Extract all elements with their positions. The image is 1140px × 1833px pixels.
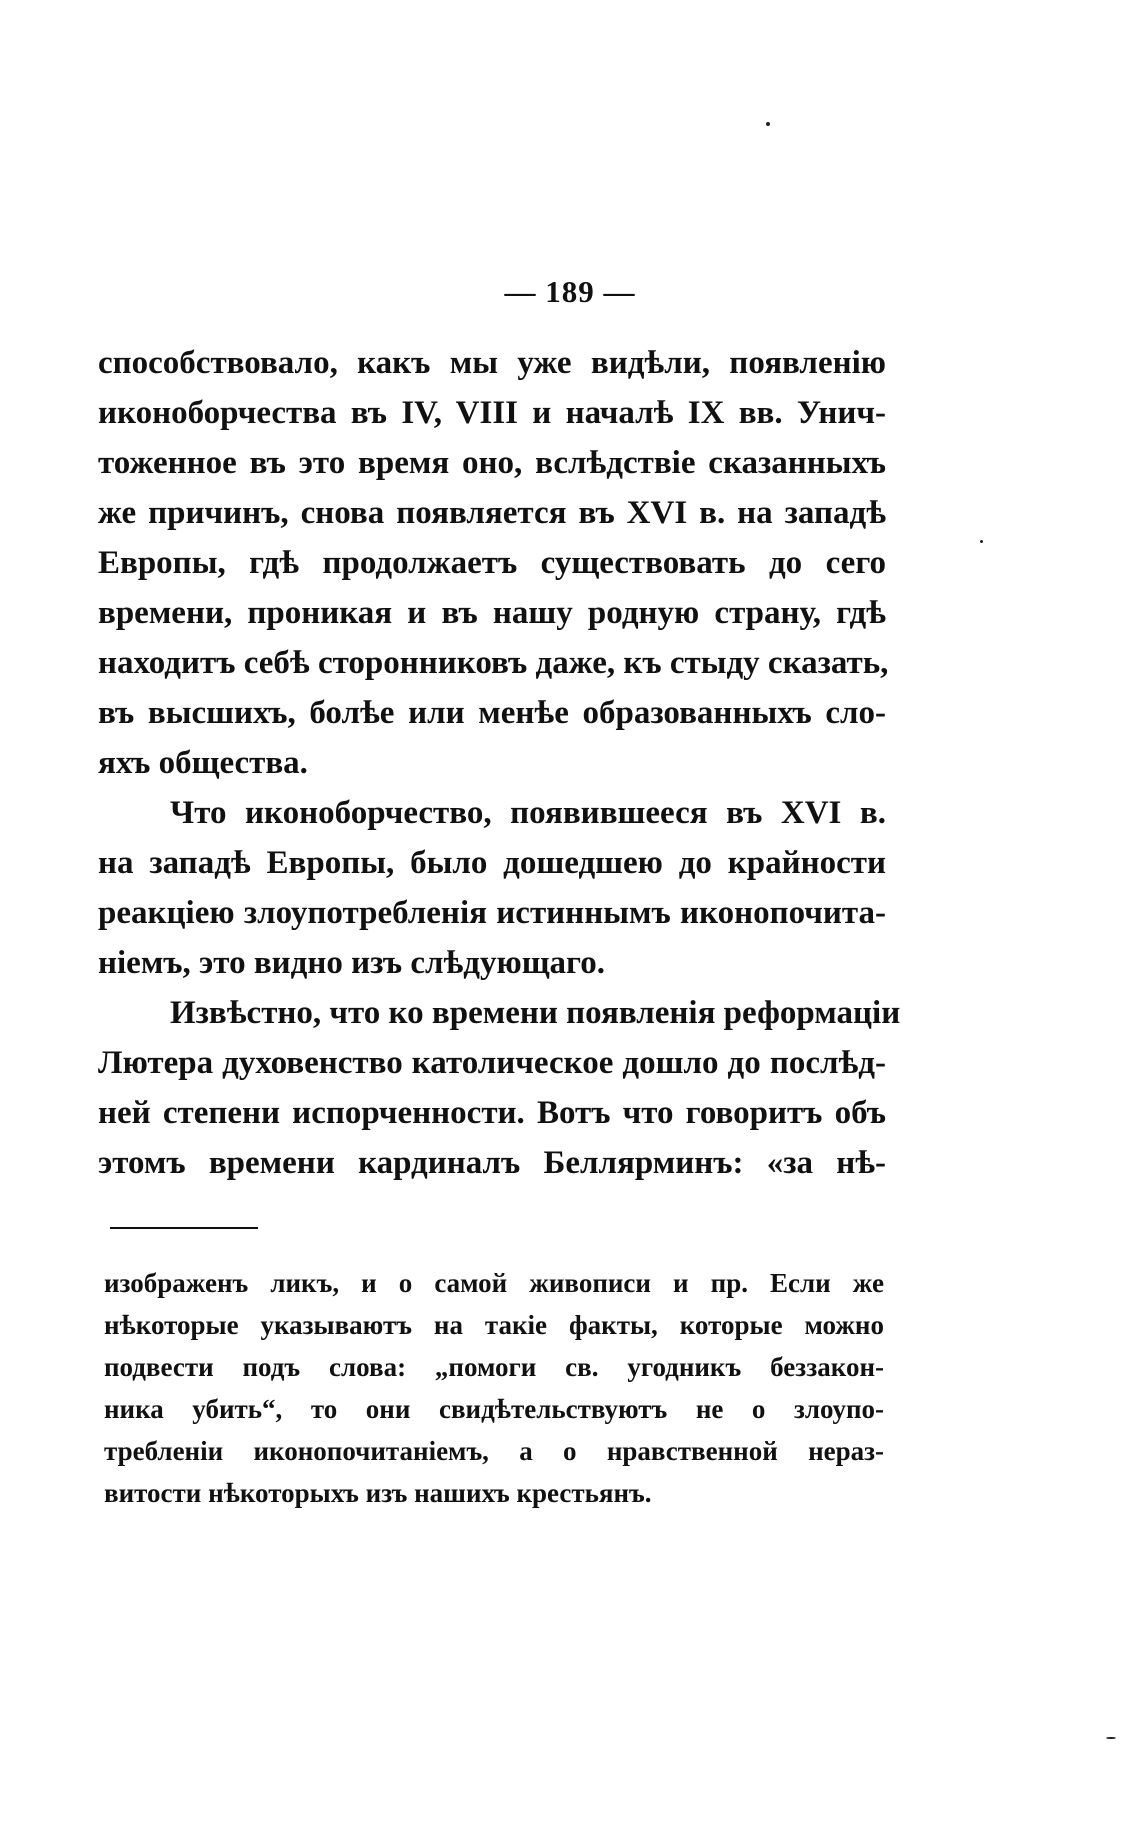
text-line: ніемъ, это видно изъ слѣдующаго. [98,945,605,981]
footnote [104,1262,884,1514]
text-line: реакціею злоупотребленія истиннымъ иконопочита- [98,895,886,931]
text-line: Извѣстно, что ко времени появленія реформаціи [170,995,901,1031]
text-line: въ высшихъ, болѣе или менѣе образованныхъ сло- [98,695,886,731]
page-number: — 189 — [504,274,636,309]
text-line: способствовало, какъ мы уже видѣли, появленію [98,345,886,381]
text-line: Что иконоборчество, появившееся въ XVI в. [170,795,886,831]
paragraph [98,788,886,988]
scan-speck [1106,1737,1116,1739]
scan-speck [766,122,770,126]
footnote-line: витости нѣкоторыхъ изъ нашихъ крестьянъ. [104,1478,652,1508]
footnote-divider [110,1227,258,1229]
scan-speck [980,540,983,543]
text-line: яхъ общества. [98,745,308,781]
text-line: Европы, гдѣ продолжаетъ существовать до сего [98,545,886,581]
footnote-line: подвести подъ слова: „помоги св. угодникъ беззакон- [104,1352,884,1382]
text-line: на западѣ Европы, было дошедшею до крайности [98,845,886,881]
footnote-line: изображенъ ликъ, и о самой живописи и пр. Если же [104,1268,884,1298]
main-text [98,338,901,1188]
paragraph [98,988,901,1188]
text-line: тоженное въ это время оно, вслѣдствіе сказанныхъ [98,445,886,481]
footnote-line: ника убить“, то они свидѣтельствуютъ не о злоупо- [104,1394,884,1424]
text-line: этомъ времени кардиналъ Беллярминъ: «за нѣ- [98,1145,886,1181]
text-line: ней степени испорченности. Вотъ что говоритъ объ [98,1095,886,1131]
text-line: находитъ себѣ сторонниковъ даже, къ стыду сказать, [98,645,889,681]
text-line: же причинъ, снова появляется въ XVI в. на западѣ [98,495,886,531]
text-line: Лютера духовенство католическое дошло до послѣд- [98,1045,886,1081]
footnote-line: требленіи иконопочитаніемъ, а о нравственной нераз- [104,1436,884,1466]
text-line: иконоборчества въ IV, VIII и началѣ IX вв. Унич- [98,395,886,431]
text-line: времени, проникая и въ нашу родную страну, гдѣ [98,595,886,631]
footnote-line: нѣкоторые указываютъ на такіе факты, которые можно [104,1310,884,1340]
paragraph [98,338,889,788]
